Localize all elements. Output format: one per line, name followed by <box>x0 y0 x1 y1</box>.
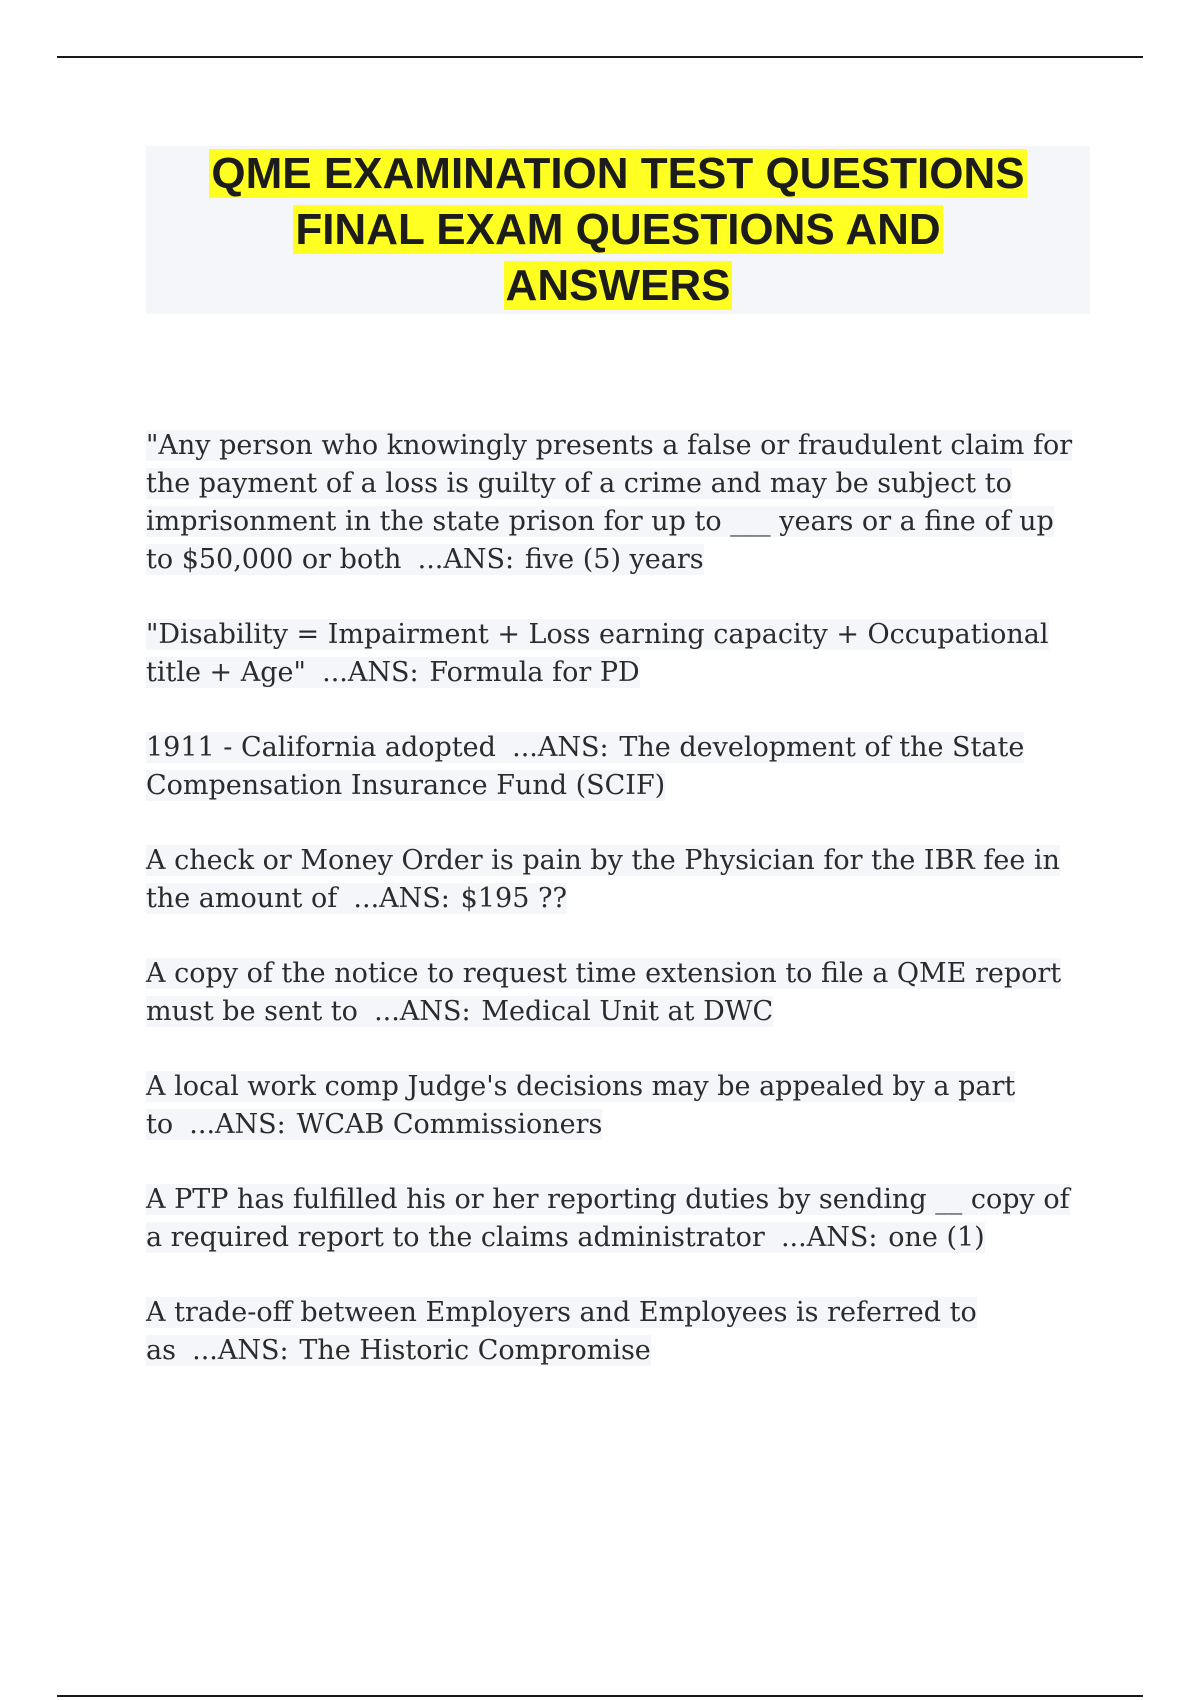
question-text: A copy of the notice to request time extension to file a QME report must be sent to <box>146 958 1062 1027</box>
qa-item <box>146 842 1086 918</box>
answer-text: The development of the State Compensation Insurance Fund (SCIF) <box>146 732 1025 801</box>
qa-list <box>146 427 1086 1407</box>
qa-item <box>146 955 1086 1031</box>
answer-label: ...ANS: <box>374 996 471 1027</box>
title-line-2: FINAL EXAM QUESTIONS AND <box>295 205 941 254</box>
answer-text: Medical Unit at DWC <box>481 996 774 1027</box>
question-text: A check or Money Order is pain by the Physician for the IBR fee in the amount of <box>146 845 1060 914</box>
question-text: 1911 - California adopted <box>146 732 496 763</box>
answer-text: WCAB Commissioners <box>296 1109 603 1140</box>
answer-label: ...ANS: <box>512 732 609 763</box>
answer-label: ...ANS: <box>322 657 419 688</box>
title-line-1: QME EXAMINATION TEST QUESTIONS <box>211 149 1025 198</box>
answer-label: ...ANS: <box>189 1109 286 1140</box>
document-title <box>146 146 1090 314</box>
answer-text: The Historic Compromise <box>299 1335 651 1366</box>
qa-item <box>146 427 1086 579</box>
answer-text: five (5) years <box>524 544 704 575</box>
qa-item <box>146 1294 1086 1370</box>
answer-label: ...ANS: <box>353 883 450 914</box>
question-text: A PTP has fulfilled his or her reporting duties by sending __ copy of a required report to the claims administrator <box>146 1184 1070 1253</box>
bottom-rule <box>57 1695 1143 1697</box>
qa-item <box>146 616 1086 692</box>
title-line-3: ANSWERS <box>505 261 731 310</box>
answer-text: $195 ?? <box>460 883 567 914</box>
question-text: "Any person who knowingly presents a false or fraudulent claim for the payment of a loss is guilty of a crime and may be subject to imprisonment in the state prison for up to ___ years or a fine of up to $50,000 or both <box>146 430 1073 575</box>
question-text: "Disability = Impairment + Loss earning capacity + Occupational title + Age" <box>146 619 1049 688</box>
answer-text: Formula for PD <box>429 657 640 688</box>
question-text: A local work comp Judge's decisions may be appealed by a part to <box>146 1071 1016 1140</box>
qa-item <box>146 1068 1086 1144</box>
top-rule <box>57 56 1143 58</box>
question-text: A trade-off between Employers and Employees is referred to as <box>146 1297 977 1366</box>
answer-label: ...ANS: <box>417 544 515 575</box>
qa-item <box>146 1181 1086 1257</box>
answer-label: ...ANS: <box>192 1335 289 1366</box>
qa-item <box>146 729 1086 805</box>
answer-label: ...ANS: <box>780 1222 878 1253</box>
answer-text: one (1) <box>888 1222 985 1253</box>
